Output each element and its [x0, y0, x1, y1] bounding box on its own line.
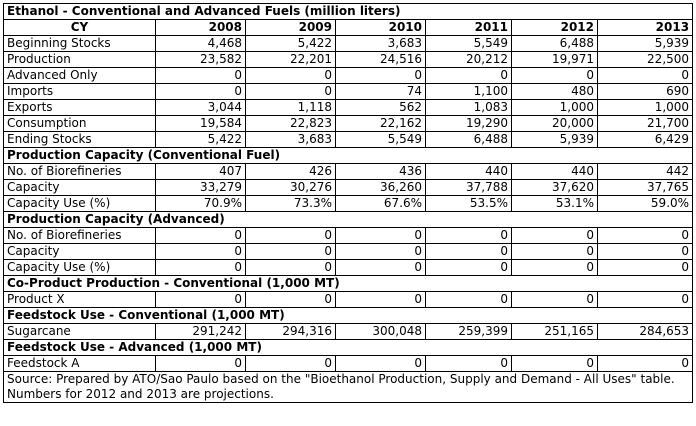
- cell-value: 0: [426, 228, 512, 244]
- table-row: [4, 180, 693, 196]
- section-title-row: [4, 212, 693, 228]
- header-year: 2008: [156, 20, 246, 36]
- table-title-row: [4, 4, 693, 20]
- row-label: No. of Biorefineries: [4, 228, 156, 244]
- row-label: Capacity: [4, 180, 156, 196]
- row-label: Product X: [4, 292, 156, 308]
- table-row: [4, 356, 693, 372]
- cell-value: 33,279: [156, 180, 246, 196]
- cell-value: 407: [156, 164, 246, 180]
- cell-value: 0: [246, 228, 336, 244]
- cell-value: 0: [246, 244, 336, 260]
- header-year: 2012: [512, 20, 598, 36]
- cell-value: 294,316: [246, 324, 336, 340]
- cell-value: 0: [598, 68, 693, 84]
- cell-value: 0: [336, 356, 426, 372]
- cell-value: 3,044: [156, 100, 246, 116]
- cell-value: 291,242: [156, 324, 246, 340]
- cell-value: 6,488: [426, 132, 512, 148]
- cell-value: 37,765: [598, 180, 693, 196]
- cell-value: 0: [336, 228, 426, 244]
- cell-value: 1,118: [246, 100, 336, 116]
- cell-value: 22,823: [246, 116, 336, 132]
- cell-value: 0: [336, 68, 426, 84]
- row-label: Exports: [4, 100, 156, 116]
- header-year: 2009: [246, 20, 336, 36]
- cell-value: 3,683: [336, 36, 426, 52]
- table-row: [4, 324, 693, 340]
- cell-value: 0: [512, 68, 598, 84]
- cell-value: 5,549: [426, 36, 512, 52]
- cell-value: 74: [336, 84, 426, 100]
- table-row: [4, 260, 693, 276]
- header-year: 2010: [336, 20, 426, 36]
- cell-value: 22,500: [598, 52, 693, 68]
- cell-value: 0: [156, 244, 246, 260]
- cell-value: 24,516: [336, 52, 426, 68]
- section-title: Feedstock Use - Conventional (1,000 MT): [4, 308, 693, 324]
- table-row: [4, 132, 693, 148]
- section-title: Co-Product Production - Conventional (1,000 MT): [4, 276, 693, 292]
- cell-value: 0: [246, 356, 336, 372]
- source-note-row: [4, 372, 693, 403]
- cell-value: 436: [336, 164, 426, 180]
- cell-value: 0: [156, 260, 246, 276]
- table-row: [4, 116, 693, 132]
- cell-value: 1,000: [512, 100, 598, 116]
- cell-value: 23,582: [156, 52, 246, 68]
- cell-value: 0: [156, 292, 246, 308]
- cell-value: 22,201: [246, 52, 336, 68]
- cell-value: 4,468: [156, 36, 246, 52]
- row-label: Capacity: [4, 244, 156, 260]
- header-label: CY: [4, 20, 156, 36]
- cell-value: 0: [598, 244, 693, 260]
- cell-value: 37,788: [426, 180, 512, 196]
- cell-value: 0: [246, 84, 336, 100]
- row-label: Sugarcane: [4, 324, 156, 340]
- cell-value: 480: [512, 84, 598, 100]
- cell-value: 0: [246, 68, 336, 84]
- cell-value: 0: [426, 244, 512, 260]
- cell-value: 0: [336, 260, 426, 276]
- row-label: Consumption: [4, 116, 156, 132]
- cell-value: 0: [246, 260, 336, 276]
- cell-value: 5,549: [336, 132, 426, 148]
- cell-value: 0: [426, 292, 512, 308]
- cell-value: 0: [512, 292, 598, 308]
- row-label: Beginning Stocks: [4, 36, 156, 52]
- cell-value: 690: [598, 84, 693, 100]
- cell-value: 259,399: [426, 324, 512, 340]
- cell-value: 5,422: [246, 36, 336, 52]
- cell-value: 562: [336, 100, 426, 116]
- cell-value: 0: [156, 68, 246, 84]
- cell-value: 440: [512, 164, 598, 180]
- cell-value: 284,653: [598, 324, 693, 340]
- source-note: Source: Prepared by ATO/Sao Paulo based on the "Bioethanol Production, Supply and Demand - All Uses" table. Numbers for 2012 and 2013 are projections.: [4, 372, 693, 403]
- row-label: Capacity Use (%): [4, 260, 156, 276]
- cell-value: 70.9%: [156, 196, 246, 212]
- table-row: [4, 52, 693, 68]
- table-row: [4, 68, 693, 84]
- cell-value: 37,620: [512, 180, 598, 196]
- cell-value: 22,162: [336, 116, 426, 132]
- cell-value: 0: [512, 244, 598, 260]
- cell-value: 1,100: [426, 84, 512, 100]
- cell-value: 67.6%: [336, 196, 426, 212]
- cell-value: 0: [512, 356, 598, 372]
- header-row: [4, 20, 693, 36]
- table-row: [4, 84, 693, 100]
- cell-value: 59.0%: [598, 196, 693, 212]
- row-label: No. of Biorefineries: [4, 164, 156, 180]
- cell-value: 0: [598, 292, 693, 308]
- section-title: Production Capacity (Advanced): [4, 212, 693, 228]
- cell-value: 0: [598, 356, 693, 372]
- table-row: [4, 100, 693, 116]
- cell-value: 0: [512, 228, 598, 244]
- cell-value: 0: [246, 292, 336, 308]
- cell-value: 1,000: [598, 100, 693, 116]
- section-title-row: [4, 340, 693, 356]
- cell-value: 5,939: [512, 132, 598, 148]
- cell-value: 36,260: [336, 180, 426, 196]
- cell-value: 19,971: [512, 52, 598, 68]
- table-title: Ethanol - Conventional and Advanced Fuels (million liters): [4, 4, 693, 20]
- table-row: [4, 36, 693, 52]
- cell-value: 5,422: [156, 132, 246, 148]
- table-row: [4, 164, 693, 180]
- cell-value: 53.1%: [512, 196, 598, 212]
- section-title-row: [4, 276, 693, 292]
- cell-value: 0: [598, 260, 693, 276]
- table-row: [4, 196, 693, 212]
- section-title-row: [4, 308, 693, 324]
- cell-value: 3,683: [246, 132, 336, 148]
- cell-value: 73.3%: [246, 196, 336, 212]
- table-row: [4, 228, 693, 244]
- row-label: Production: [4, 52, 156, 68]
- cell-value: 6,429: [598, 132, 693, 148]
- row-label: Advanced Only: [4, 68, 156, 84]
- header-year: 2013: [598, 20, 693, 36]
- cell-value: 300,048: [336, 324, 426, 340]
- cell-value: 19,584: [156, 116, 246, 132]
- cell-value: 1,083: [426, 100, 512, 116]
- cell-value: 0: [512, 260, 598, 276]
- cell-value: 0: [336, 244, 426, 260]
- cell-value: 0: [156, 84, 246, 100]
- section-title-row: [4, 148, 693, 164]
- cell-value: 426: [246, 164, 336, 180]
- cell-value: 21,700: [598, 116, 693, 132]
- cell-value: 440: [426, 164, 512, 180]
- cell-value: 30,276: [246, 180, 336, 196]
- cell-value: 6,488: [512, 36, 598, 52]
- row-label: Imports: [4, 84, 156, 100]
- cell-value: 442: [598, 164, 693, 180]
- row-label: Ending Stocks: [4, 132, 156, 148]
- cell-value: 20,212: [426, 52, 512, 68]
- cell-value: 0: [426, 68, 512, 84]
- table-row: [4, 244, 693, 260]
- cell-value: 0: [156, 356, 246, 372]
- cell-value: 0: [156, 228, 246, 244]
- cell-value: 251,165: [512, 324, 598, 340]
- cell-value: 0: [426, 260, 512, 276]
- row-label: Capacity Use (%): [4, 196, 156, 212]
- cell-value: 20,000: [512, 116, 598, 132]
- table-row: [4, 292, 693, 308]
- cell-value: 5,939: [598, 36, 693, 52]
- section-title: Production Capacity (Conventional Fuel): [4, 148, 693, 164]
- cell-value: 53.5%: [426, 196, 512, 212]
- cell-value: 19,290: [426, 116, 512, 132]
- row-label: Feedstock A: [4, 356, 156, 372]
- cell-value: 0: [336, 292, 426, 308]
- header-year: 2011: [426, 20, 512, 36]
- cell-value: 0: [426, 356, 512, 372]
- cell-value: 0: [598, 228, 693, 244]
- section-title: Feedstock Use - Advanced (1,000 MT): [4, 340, 693, 356]
- ethanol-table: [3, 3, 693, 403]
